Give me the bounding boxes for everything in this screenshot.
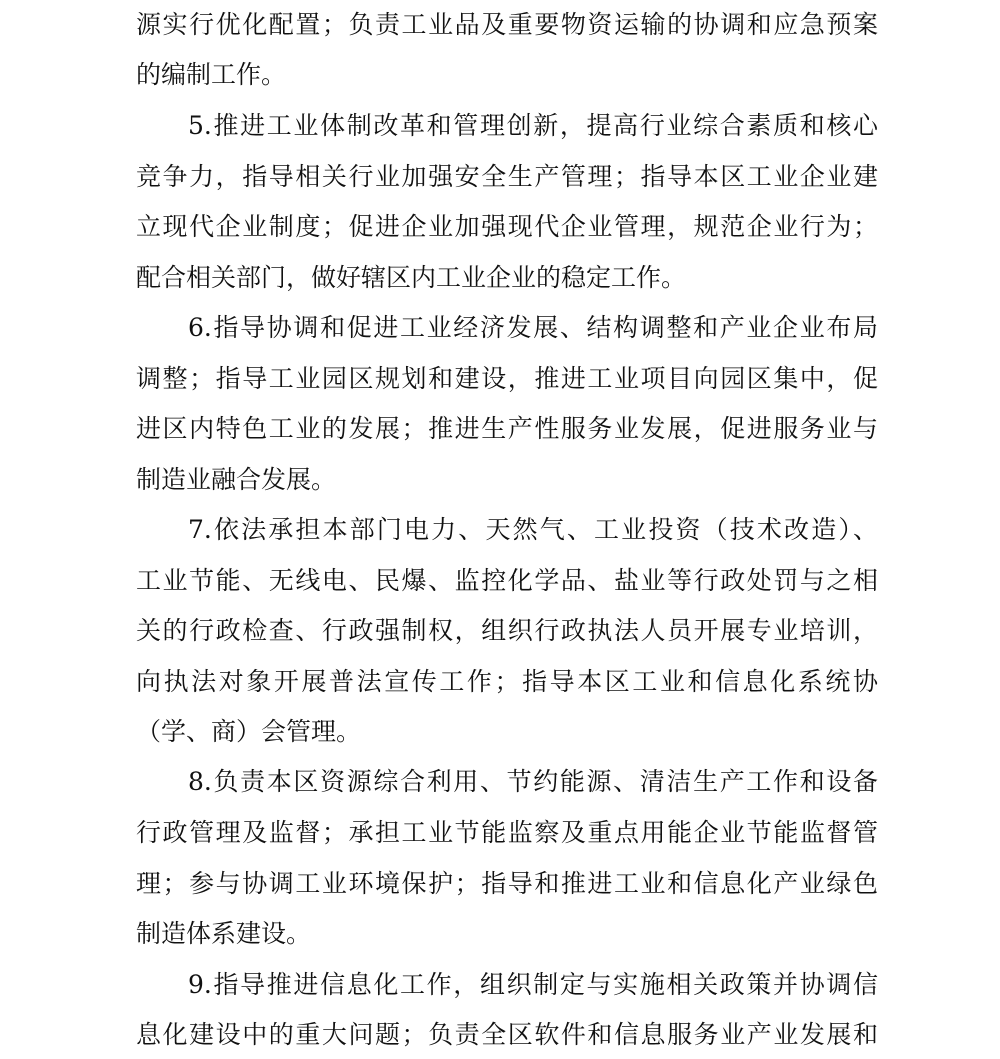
text-line: 息化建设中的重大问题；负责全区软件和信息服务业产业发展和 (136, 1020, 878, 1049)
text-line: 关的行政检查、行政强制权，组织行政执法人员开展专业培训， (136, 616, 878, 645)
paragraph-8-start: 8.负责本区资源综合利用、节约能源、清洁生产工作和设备 (188, 767, 878, 796)
paragraph-6-start: 6.指导协调和促进工业经济发展、结构调整和产业企业布局 (188, 313, 878, 342)
paragraph-9-start: 9.指导推进信息化工作，组织制定与实施相关政策并协调信 (188, 970, 878, 999)
text-line: 竞争力，指导相关行业加强安全生产管理；指导本区工业企业建 (136, 162, 878, 191)
text-line: 向执法对象开展普法宣传工作；指导本区工业和信息化系统协 (136, 667, 878, 696)
text-line: 制造业融合发展。 (136, 465, 337, 494)
text-line: 工业节能、无线电、民爆、监控化学品、盐业等行政处罚与之相 (136, 566, 878, 595)
paragraph-7-start: 7.依法承担本部门电力、天然气、工业投资（技术改造）、 (188, 515, 878, 544)
text-line: 配合相关部门，做好辖区内工业企业的稳定工作。 (136, 263, 687, 292)
text-line: 的编制工作。 (136, 60, 287, 89)
text-line: 调整；指导工业园区规划和建设，推进工业项目向园区集中，促 (136, 364, 878, 393)
text-line: 源实行优化配置；负责工业品及重要物资运输的协调和应急预案 (136, 10, 878, 39)
text-line: 行政管理及监督；承担工业节能监察及重点用能企业节能监督管 (136, 818, 878, 847)
paragraph-5-start: 5.推进工业体制改革和管理创新，提高行业综合素质和核心 (188, 111, 878, 140)
text-line: 进区内特色工业的发展；推进生产性服务业发展，促进服务业与 (136, 414, 878, 443)
text-line: 理；参与协调工业环境保护；指导和推进工业和信息化产业绿色 (136, 869, 878, 898)
text-line: 制造体系建设。 (136, 919, 312, 948)
text-line: （学、商）会管理。 (136, 717, 362, 746)
text-line: 立现代企业制度；促进企业加强现代企业管理，规范企业行为； (136, 212, 878, 241)
